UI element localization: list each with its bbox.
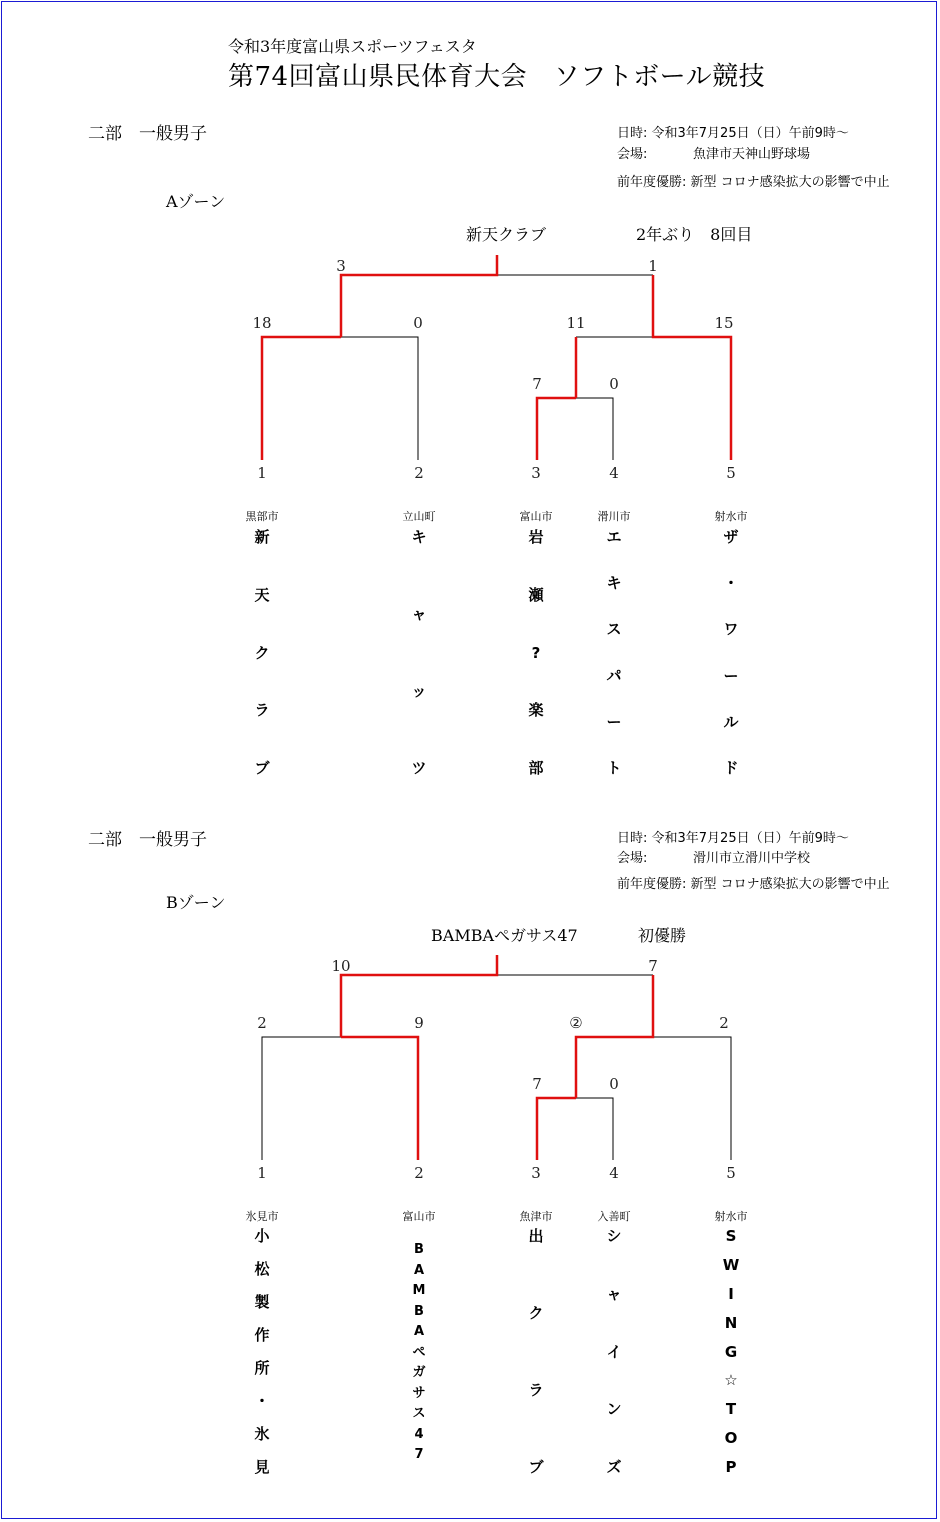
line-sf-right-right-b — [653, 1037, 731, 1160]
team-city-b-4: 入善町 — [597, 1210, 631, 1223]
score-final-left-b: 10 — [331, 957, 351, 975]
score-sf-right-b: 15 — [714, 314, 734, 332]
team-name-char: 天 — [254, 585, 270, 604]
team-city-b-3: 魚津市 — [519, 1210, 553, 1223]
champion-a: 新天クラブ — [466, 225, 547, 244]
team-name-char: B — [414, 1242, 424, 1257]
date-info-b: 日時: 令和3年7月25日（日）午前9時〜 — [617, 831, 849, 846]
division-label-b: 二部 一般男子 — [88, 830, 207, 850]
line-sf-left-right-a — [341, 337, 418, 460]
seed-a-5: 5 — [726, 464, 736, 482]
team-name-char: キ — [411, 528, 427, 546]
team-name-a-5 — [723, 530, 738, 776]
seed-a-2: 2 — [414, 464, 424, 482]
team-name-char: ク — [528, 1304, 544, 1322]
seed-b-4: 4 — [609, 1164, 619, 1182]
bracket-a — [252, 255, 735, 482]
date-info-a: 日時: 令和3年7月25日（日）午前9時〜 — [617, 126, 849, 141]
team-name-char: ブ — [528, 1458, 544, 1476]
team-name-char: M — [412, 1283, 426, 1298]
team-name-char: ャ — [411, 605, 427, 623]
venue-b: 滑川市立滑川中学校 — [693, 851, 811, 866]
team-name-char: 瀬 — [528, 585, 544, 604]
team-city-b-1: 氷見市 — [245, 1210, 279, 1223]
score-final-right-b: 7 — [648, 957, 658, 975]
team-name-a-3 — [528, 530, 543, 776]
team-name-char: P — [725, 1458, 737, 1476]
team-name-char: W — [722, 1255, 740, 1274]
team-name-char: N — [724, 1313, 738, 1332]
team-name-char: ・ — [723, 574, 739, 593]
team-name-char: G — [724, 1342, 738, 1361]
team-name-char: A — [413, 1324, 425, 1339]
team-name-char: B — [414, 1303, 424, 1319]
seed-b-2: 2 — [414, 1164, 424, 1182]
team-city-a-2: 立山町 — [402, 510, 436, 523]
seed-a-4: 4 — [609, 464, 619, 482]
score-final-right-a: 1 — [648, 257, 658, 275]
team-name-char: A — [413, 1262, 425, 1278]
team-name-b-3 — [528, 1229, 543, 1475]
bracket-win-path-b — [341, 955, 653, 1160]
event-title: 第74回富山県民体育大会 ソフトボール競技 — [228, 62, 766, 92]
team-name-char: ペ — [412, 1344, 426, 1360]
team-name-char: 岩 — [528, 528, 544, 546]
line-qf-right-b — [576, 1098, 613, 1160]
score-qf-b: 0 — [609, 375, 619, 393]
team-name-char: 出 — [528, 1227, 544, 1245]
score-sf-left-b: 0 — [413, 314, 423, 332]
team-name-char: 作 — [254, 1326, 270, 1344]
team-name-char: S — [725, 1227, 737, 1245]
team-name-char: 松 — [254, 1260, 270, 1278]
zone-label-b: Bゾーン — [166, 893, 226, 912]
score-sf-right-a-b: ② — [569, 1014, 583, 1032]
team-name-char: ラ — [528, 1381, 544, 1399]
team-name-char: ・ — [254, 1392, 270, 1410]
bracket-lines-b — [262, 975, 731, 1160]
score-qf-b-b: 0 — [609, 1075, 619, 1093]
division-label-a: 二部 一般男子 — [88, 124, 207, 144]
line-sf-left-left-b — [262, 1037, 341, 1160]
team-name-char: ス — [606, 620, 622, 639]
team-name-char: 新 — [254, 528, 270, 546]
prev-winner-b: 前年度優勝: 新型 コロナ感染拡大の影響で中止 — [617, 877, 890, 892]
event-subtitle: 令和3年度富山県スポーツフェスタ — [228, 37, 477, 56]
line-qf-right-a — [576, 398, 613, 460]
team-name-b-5 — [723, 1229, 740, 1475]
team-name-char: ツ — [411, 759, 427, 777]
team-name-char: ☆ — [724, 1371, 738, 1390]
prev-winner-a: 前年度優勝: 新型 コロナ感染拡大の影響で中止 — [617, 175, 890, 190]
team-name-char: I — [728, 1284, 734, 1303]
team-name-char: ? — [531, 643, 541, 662]
seed-a-3: 3 — [531, 464, 541, 482]
team-name-a-4 — [606, 530, 621, 776]
team-name-char: エ — [606, 528, 622, 546]
team-name-char: 所 — [254, 1359, 270, 1377]
team-city-a-5: 射水市 — [714, 510, 748, 523]
bracket-lines-a — [341, 275, 653, 460]
score-sf-left-a-b: 2 — [257, 1014, 267, 1032]
bracket-b — [257, 955, 736, 1182]
team-name-char: サ — [412, 1385, 426, 1401]
team-name-char: T — [725, 1400, 737, 1419]
team-city-b-5: 射水市 — [714, 1210, 748, 1223]
team-name-char: 7 — [414, 1447, 424, 1462]
seed-a-1: 1 — [257, 464, 267, 482]
team-name-char: ン — [606, 1400, 622, 1419]
seed-b-3: 3 — [531, 1164, 541, 1182]
win-line-final-right-a — [653, 275, 734, 460]
team-name-char: ー — [723, 666, 739, 685]
venue-label-b: 会場: — [617, 851, 648, 866]
team-name-char: ワ — [723, 620, 739, 639]
team-name-char: シ — [606, 1227, 622, 1245]
team-name-char: ド — [723, 758, 739, 777]
team-name-char: 楽 — [528, 701, 544, 720]
zone-label-a: Aゾーン — [166, 192, 226, 211]
team-name-char: ズ — [606, 1458, 622, 1476]
team-name-char: キ — [606, 574, 622, 593]
team-name-a-1 — [254, 530, 269, 776]
team-name-char: ザ — [723, 528, 739, 546]
score-final-left-a: 3 — [336, 257, 346, 275]
seed-b-5: 5 — [726, 1164, 736, 1182]
team-name-char: ー — [606, 712, 622, 731]
team-name-char: ト — [606, 758, 622, 777]
bracket-win-path-a — [262, 255, 734, 460]
score-sf-left-a: 18 — [252, 314, 272, 332]
venue-a: 魚津市天神山野球場 — [693, 147, 811, 162]
team-name-char: ッ — [411, 682, 427, 700]
team-name-char: ル — [723, 712, 739, 731]
champion-b: BAMBAペガサス47 — [431, 926, 578, 945]
champion-note-b: 初優勝 — [638, 926, 687, 945]
team-name-char: ラ — [254, 701, 270, 720]
score-sf-left-b-b: 9 — [414, 1014, 424, 1032]
team-name-a-2 — [411, 530, 426, 776]
venue-label-a: 会場: — [617, 147, 648, 162]
win-line-qf-b — [537, 1098, 576, 1160]
team-name-char: ブ — [254, 759, 270, 777]
win-line-qf-a — [537, 398, 576, 460]
team-city-b-2: 富山市 — [402, 1210, 436, 1223]
score-qf-a: 7 — [532, 375, 542, 393]
team-name-b-4 — [606, 1229, 621, 1475]
team-name-char: ス — [412, 1406, 426, 1421]
team-name-char: ク — [254, 643, 270, 662]
team-name-char: 氷 — [254, 1425, 270, 1443]
team-city-a-3: 富山市 — [519, 510, 553, 523]
team-name-char: ガ — [412, 1365, 426, 1380]
win-line-sf-left-a — [262, 337, 341, 460]
team-city-a-1: 黒部市 — [245, 510, 279, 523]
team-name-char: 4 — [414, 1426, 424, 1442]
team-name-char: O — [724, 1429, 738, 1448]
team-name-char: ャ — [606, 1284, 622, 1303]
team-name-char: 部 — [528, 759, 544, 777]
team-name-char: 見 — [254, 1458, 270, 1476]
team-name-char: 製 — [254, 1293, 270, 1311]
score-qf-a-b: 7 — [532, 1075, 542, 1093]
team-name-b-1 — [254, 1229, 269, 1475]
score-sf-right-a: 11 — [566, 314, 586, 332]
team-name-char: パ — [606, 666, 622, 685]
team-name-b-2 — [412, 1243, 425, 1461]
champion-note-a: 2年ぶり 8回目 — [636, 225, 753, 244]
win-line-sf-left-b — [341, 1037, 418, 1160]
team-name-char: 小 — [254, 1227, 270, 1245]
team-city-a-4: 滑川市 — [597, 510, 631, 523]
score-sf-right-b-b: 2 — [719, 1014, 729, 1032]
seed-b-1: 1 — [257, 1164, 267, 1182]
team-name-char: イ — [606, 1342, 622, 1361]
